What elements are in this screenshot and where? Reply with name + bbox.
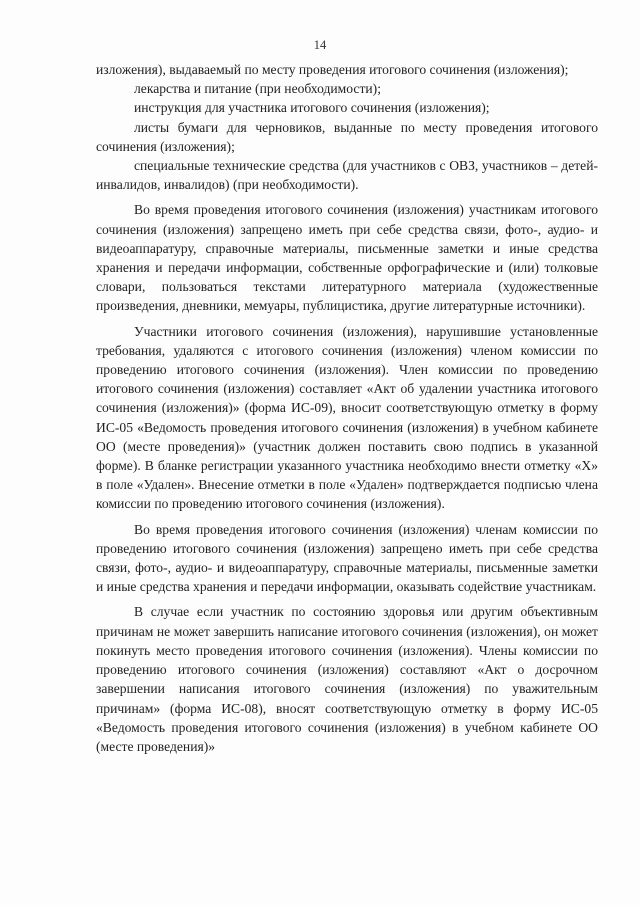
- list-item-medicine: лекарства и питание (при необходимости);: [134, 81, 381, 97]
- page-number: 14: [313, 38, 327, 52]
- paragraph-commission-restrictions: Во время проведения итогового сочинения (изложения) членам комиссии по проведению итогового сочинения (изложения) запрещено иметь при себе средства связи, фото-, аудио- и видеоаппаратуру, справочные материалы, письменные заметки и иные средства хранения и передачи информации, оказывать содействие участникам.: [96, 521, 598, 595]
- list-item-special-equipment: специальные технические средства (для участников с ОВЗ, участников – детей-инвалидов, инвалидов) (при необходимости).: [96, 158, 598, 193]
- list-item-instruction: инструкция для участника итогового сочинения (изложения);: [134, 100, 490, 116]
- paragraph-prohibited-items: Во время проведения итогового сочинения (изложения) участникам итогового сочинения (изложения) запрещено иметь при себе средства связи, фото-, аудио- и видеоаппаратуру, справочные материалы, письменные заметки и иные средства хранения и передачи информации, собственные орфографические и (или) толковые словари, пользоваться текстами литературного материала (художественные произведения, дневники, мемуары, публицистика, другие литературные источники).: [96, 202, 598, 314]
- paragraph-early-completion: В случае если участник по состоянию здоровья или другим объективным причинам не может завершить написание итогового сочинения (изложения), он может покинуть место проведения итогового сочинения (изложения). Члены комиссии по проведению итогового сочинения (изложения) составляют «Акт о досрочном завершении написания итогового сочинения (изложения) по уважительным причинам» (форма ИС-08), вносят соответствующую отметку в форму ИС-05 «Ведомость проведения итогового сочинения (изложения) в учебном кабинете ОО (месте проведения)»: [96, 604, 598, 754]
- list-item-draft-sheets: листы бумаги для черновиков, выданные по месту проведения итогового сочинения (изложения);: [96, 119, 598, 154]
- paragraph-continuation: изложения), выдаваемый по месту проведения итогового сочинения (изложения);: [96, 62, 569, 77]
- document-body: [96, 60, 598, 756]
- paragraph-removal-procedure: Участники итогового сочинения (изложения), нарушившие установленные требования, удаляются с итогового сочинения (изложения) членом комиссии по проведению итогового сочинения (изложения). Член комиссии по проведению итогового сочинения (изложения) составляет «Акт об удалении участника итогового сочинения (изложения)» (форма ИС-09), вносит соответствующую отметку в форму ИС-05 «Ведомость проведения итогового сочинения (изложения) в учебном кабинете ОО (месте проведения)» (участник должен поставить свою подпись в указанной форме). В бланке регистрации указанного участника необходимо внести отметку «Х» в поле «Удален». Внесение отметки в поле «Удален» подтверждается подписью члена комиссии по проведению итогового сочинения (изложения).: [96, 323, 598, 512]
